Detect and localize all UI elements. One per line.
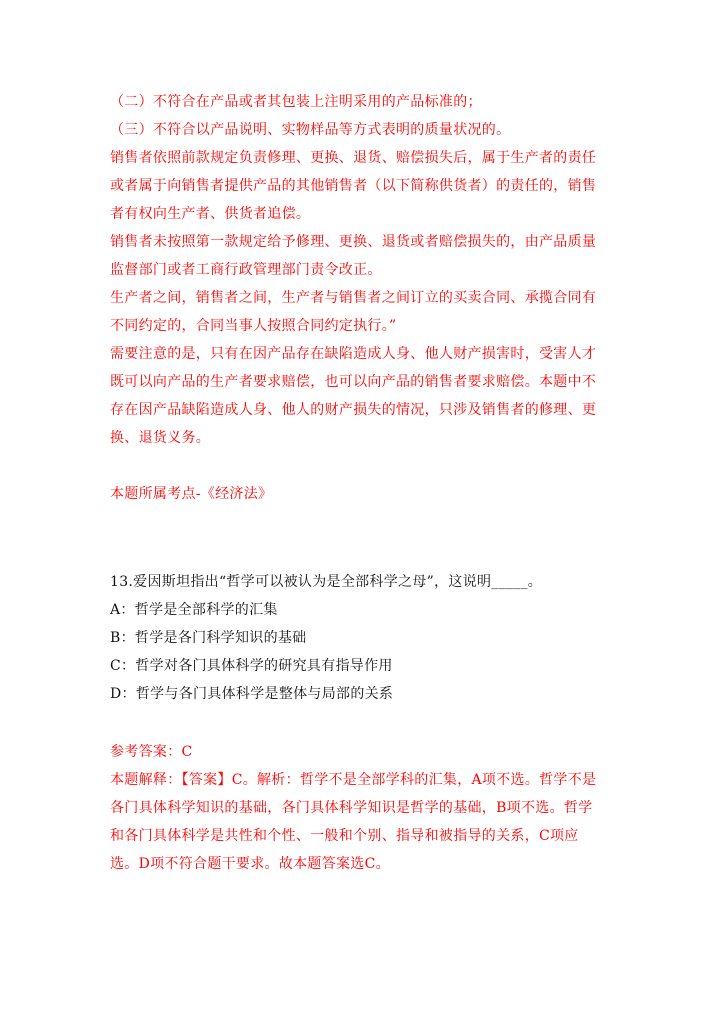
answer-block <box>110 738 615 878</box>
topic-line: 本题所属考点-《经济法》 <box>110 486 273 502</box>
explanation-line: 监督部门或者工商行政管理部门责令改正。 <box>110 262 382 278</box>
explanation-line: 既可以向产品的生产者要求赔偿，也可以向产品的销售者要求赔偿。本题中不 <box>110 374 597 390</box>
explanation-line: 销售者依照前款规定负责修理、更换、退货、赔偿损失后，属于生产者的责任 <box>110 150 597 166</box>
explanation-line: 生产者之间，销售者之间，生产者与销售者之间订立的买卖合同、承揽合同有 <box>110 290 597 306</box>
explanation-line: 或者属于向销售者提供产品的其他销售者（以下简称供货者）的责任的，销售 <box>110 178 597 194</box>
explanation-line: （三）不符合以产品说明、实物样品等方式表明的质量状况的。 <box>110 122 511 138</box>
answer-explanation-line: 选。D项不符合题干要求。故本题答案选C。 <box>110 856 390 872</box>
answer-explanation-line: 本题解释：【答案】C。解析：哲学不是全部学科的汇集，A项不选。哲学不是 <box>110 772 597 788</box>
question-stem: 13.爱因斯坦指出“哲学可以被认为是全部科学之母”，这说明_____。 <box>110 574 543 590</box>
explanation-line: 不同约定的，合同当事人按照合同约定执行。” <box>110 318 397 334</box>
answer-explanation-line: 各门具体科学知识的基础，各门具体科学知识是哲学的基础，B项不选。哲学 <box>110 800 593 816</box>
option-b: B：哲学是各门科学知识的基础 <box>110 630 307 646</box>
explanation-line: 需要注意的是，只有在因产品存在缺陷造成人身、他人财产损害时，受害人才 <box>110 346 597 362</box>
prev-explanation <box>110 88 615 508</box>
answer-explanation-line: 和各门具体科学是共性和个性、一般和个别、指导和被指导的关系，C项应 <box>110 828 579 844</box>
option-a: A：哲学是全部科学的汇集 <box>110 602 278 618</box>
explanation-line: 存在因产品缺陷造成人身、他人的财产损失的情况，只涉及销售者的修理、更 <box>110 402 597 418</box>
explanation-line: 换、退货义务。 <box>110 430 211 446</box>
explanation-line: 者有权向生产者、供货者追偿。 <box>110 206 311 222</box>
explanation-line: 销售者未按照第一款规定给予修理、更换、退货或者赔偿损失的，由产品质量 <box>110 234 597 250</box>
option-c: C：哲学对各门具体科学的研究具有指导作用 <box>110 658 393 674</box>
explanation-line: （二）不符合在产品或者其包装上注明采用的产品标准的； <box>110 94 482 110</box>
answer-line: 参考答案：C <box>110 744 193 760</box>
option-d: D：哲学与各门具体科学是整体与局部的关系 <box>110 686 394 702</box>
question-block <box>110 568 615 708</box>
